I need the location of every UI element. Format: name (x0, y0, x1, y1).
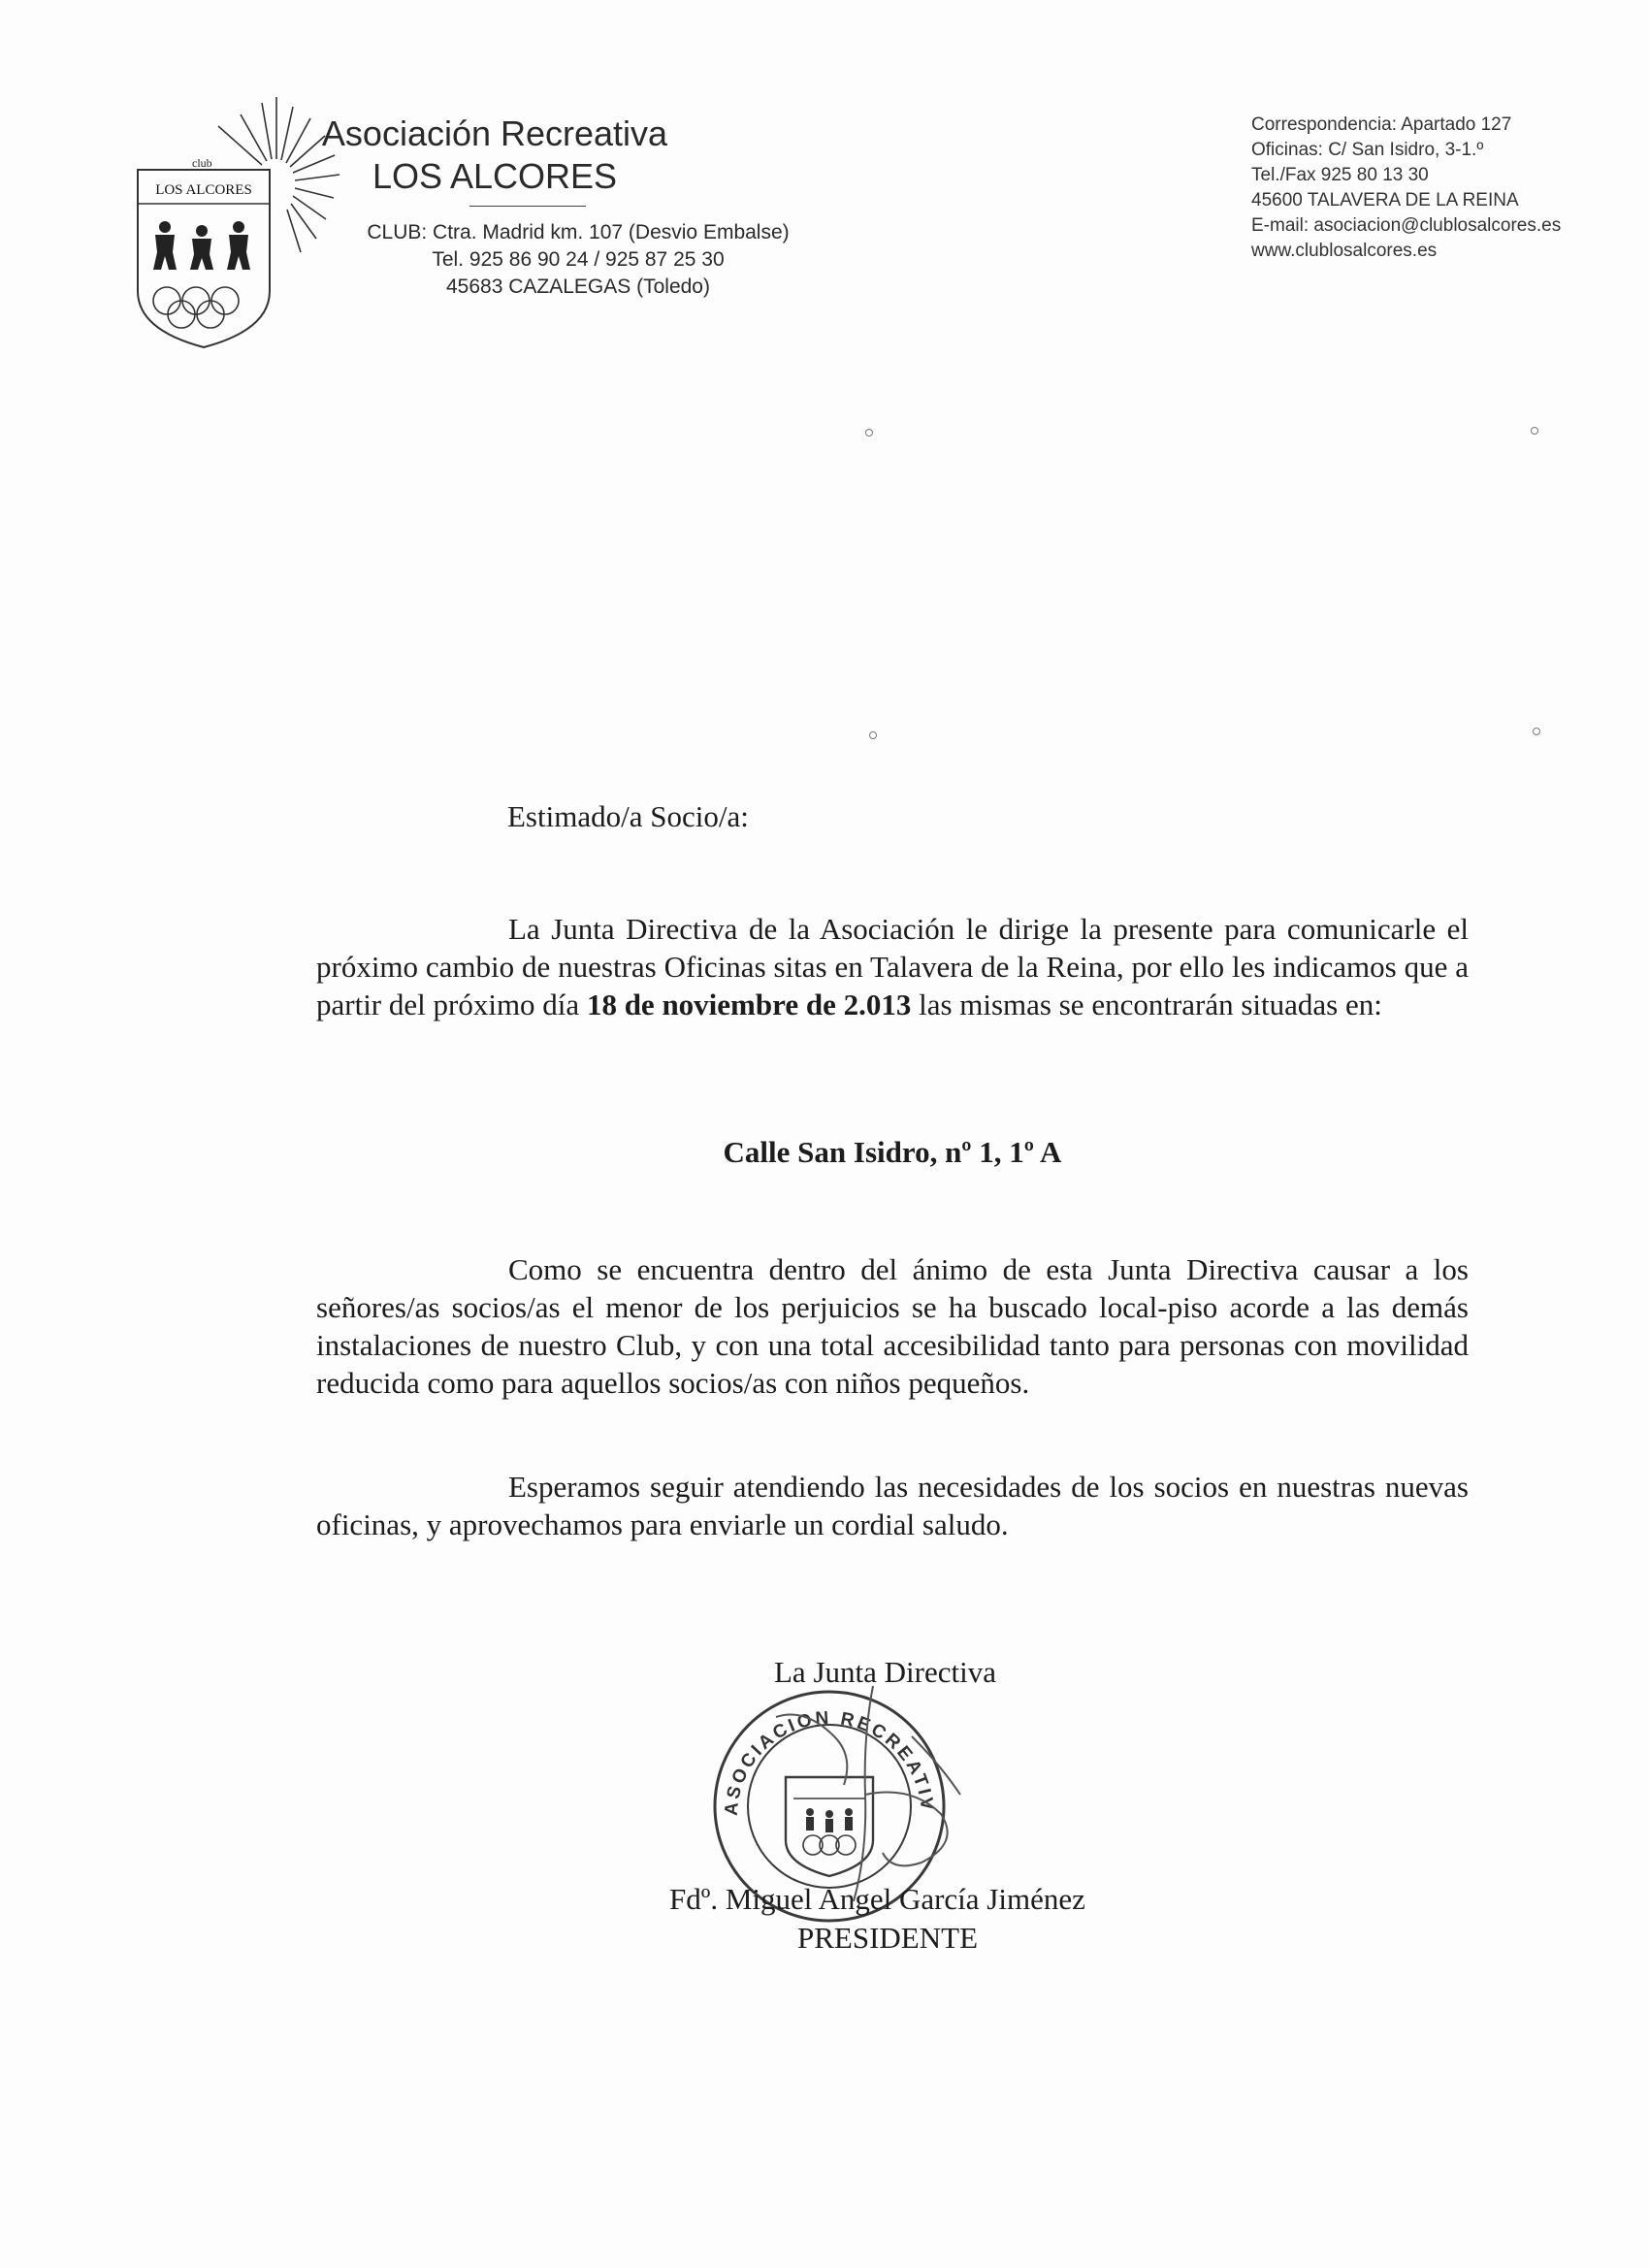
club-address (326, 219, 830, 301)
signatory-role: PRESIDENTE (797, 1921, 978, 1955)
paragraph-1-text-b: las mismas se encontrarán situadas en: (911, 988, 1382, 1021)
paragraph-1-text-a: La Junta Directiva de la Asociación le dirige la presente para comunicarle el próximo cambio de nuestras Oficinas sitas en Talavera de la Reina, por ello les indicamos que a partir del próximo día (316, 912, 1469, 1021)
correspondence-line: 45600 TALAVERA DE LA REINA (1251, 190, 1519, 211)
website-link[interactable]: www.clublosalcores.es (1251, 241, 1438, 261)
org-name-divider (469, 206, 586, 207)
club-address-line2: Tel. 925 86 90 24 / 925 87 25 30 (432, 248, 725, 271)
club-address-line3: 45683 CAZALEGAS (Toledo) (446, 275, 710, 298)
letter-paragraph-1 (316, 910, 1469, 1023)
seal-text: ASOCIACION RECREATIV (721, 1707, 938, 1817)
email-link[interactable]: E-mail: asociacion@clublosalcores.es (1251, 215, 1562, 236)
new-office-address: Calle San Isidro, nº 1, 1º A (723, 1135, 1062, 1169)
organization-name (242, 113, 747, 198)
letter-paragraph-2 (316, 1250, 1469, 1402)
signature-title: La Junta Directiva (774, 1655, 996, 1689)
letter-paragraph-3 (316, 1468, 1469, 1543)
scan-mark (865, 429, 873, 437)
correspondence-line: Correspondencia: Apartado 127 (1251, 114, 1512, 135)
signatory-name: Fdº. Miguel Angel García Jiménez (669, 1882, 1085, 1916)
scan-mark (1531, 427, 1538, 435)
correspondence-line: Tel./Fax 925 80 13 30 (1251, 165, 1429, 185)
paragraph-3-text: Esperamos seguir atendiendo las necesidades de los socios en nuestras nuevas oficinas, y aprovechamos para enviarle un cordial saludo. (316, 1470, 1469, 1541)
scan-mark (1533, 728, 1540, 735)
org-name-line2: LOS ALCORES (372, 156, 618, 196)
letter-greeting: Estimado/a Socio/a: (507, 799, 749, 833)
correspondence-line: Oficinas: C/ San Isidro, 3-1.º (1251, 140, 1484, 160)
change-date: 18 de noviembre de 2.013 (586, 988, 912, 1021)
logo-name-text: LOS ALCORES (155, 182, 252, 198)
logo-club-text: club (192, 156, 212, 170)
correspondence-block (1251, 113, 1639, 264)
org-name-line1: Asociación Recreativa (321, 113, 668, 153)
club-address-line1: CLUB: Ctra. Madrid km. 107 (Desvio Embalse) (367, 221, 790, 243)
paragraph-2-text: Como se encuentra dentro del ánimo de esta Junta Directiva causar a los señores/as socios/as el menor de los perjuicios se ha buscado local-piso acorde a las demás instalaciones de nuestro Club, y con una total accesibilidad tanto para personas con movilidad reducida como para aquellos socios/as con niños pequeños. (316, 1252, 1469, 1400)
scan-mark (869, 731, 877, 739)
